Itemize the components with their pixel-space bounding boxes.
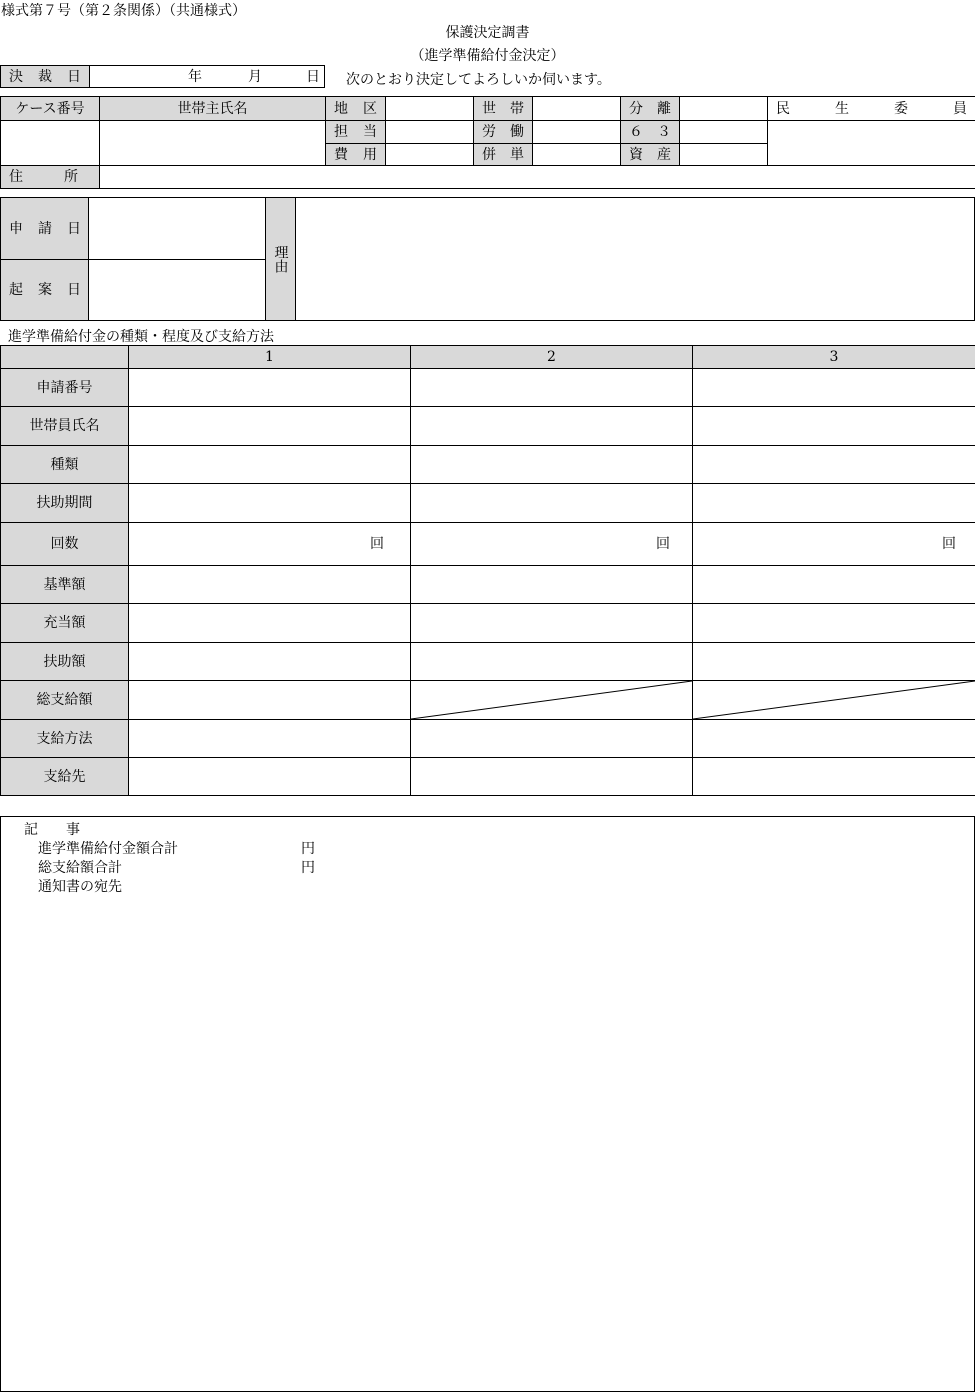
table-row — [1, 566, 975, 604]
apply-date-label: 申 請 日 — [1, 198, 89, 260]
worker-field[interactable] — [386, 121, 474, 144]
combined-field[interactable] — [533, 144, 621, 166]
grant-cell[interactable] — [693, 484, 975, 523]
notes-line-notice-recipient: 通知書の宛先 — [38, 879, 122, 895]
count-unit: 回 — [942, 536, 956, 552]
separation-label: 分 離 — [621, 97, 680, 121]
grant-cell[interactable] — [129, 484, 411, 523]
table-row — [1, 369, 975, 407]
diagonal-strike-line — [411, 681, 692, 719]
row-label-member-name: 世帯員氏名 — [1, 407, 129, 446]
grant-cell[interactable] — [129, 523, 411, 566]
grant-cell[interactable] — [411, 566, 693, 604]
grant-cell[interactable] — [411, 484, 693, 523]
case-header-table — [0, 96, 975, 189]
grant-cell[interactable] — [693, 720, 975, 758]
grant-corner — [1, 346, 129, 369]
case-number-field[interactable] — [1, 121, 100, 166]
grant-cell[interactable] — [693, 407, 975, 446]
grant-col-1: 1 — [129, 346, 411, 369]
grant-section-title: 進学準備給付金の種類・程度及び支給方法 — [8, 329, 274, 345]
notes-heading: 記 事 — [24, 822, 80, 838]
notes-unit-grant-total: 円 — [301, 841, 315, 857]
apply-date-field[interactable] — [89, 198, 266, 260]
assets-label: 資 産 — [621, 144, 680, 166]
grant-cell[interactable] — [411, 643, 693, 681]
household-label: 世 帯 — [474, 97, 533, 121]
address-label: 住 所 — [1, 166, 100, 189]
grant-col-2: 2 — [411, 346, 693, 369]
row-label-standard-amount: 基準額 — [1, 566, 129, 604]
grant-cell[interactable] — [411, 369, 693, 407]
separation-field[interactable] — [680, 97, 768, 121]
grant-cell[interactable] — [693, 523, 975, 566]
grant-cell[interactable] — [411, 604, 693, 643]
draft-date-field[interactable] — [89, 260, 266, 321]
row-label-aid-amount: 扶助額 — [1, 643, 129, 681]
case-number-label: ケース番号 — [1, 97, 100, 121]
grant-cell[interactable] — [693, 643, 975, 681]
notes-line-grant-total: 進学準備給付金額合計 — [38, 841, 178, 857]
household-field[interactable] — [533, 97, 621, 121]
grant-cell[interactable] — [129, 566, 411, 604]
count-unit: 回 — [370, 536, 384, 552]
decision-date-table — [0, 65, 325, 88]
grant-cell[interactable] — [693, 758, 975, 796]
welfare-commissioner-field[interactable] — [768, 121, 975, 166]
table-row — [1, 484, 975, 523]
grant-cell[interactable] — [693, 446, 975, 484]
grant-cell[interactable] — [129, 681, 411, 720]
page-title: 保護決定調書 — [445, 25, 530, 41]
grant-cell[interactable] — [129, 720, 411, 758]
table-row — [1, 643, 975, 681]
grant-cell[interactable] — [693, 566, 975, 604]
row-label-count: 回数 — [1, 523, 129, 566]
code63-label: ６ ３ — [621, 121, 680, 144]
grant-cell[interactable] — [129, 369, 411, 407]
notes-line-payment-total: 総支給額合計 — [38, 860, 122, 876]
grant-table — [0, 345, 975, 796]
labor-field[interactable] — [533, 121, 621, 144]
count-unit: 回 — [656, 536, 670, 552]
diagonal-strike-line — [693, 681, 975, 719]
head-name-field[interactable] — [100, 121, 326, 166]
grant-col-3: 3 — [693, 346, 975, 369]
row-label-total-payment: 総支給額 — [1, 681, 129, 720]
grant-cell[interactable] — [411, 758, 693, 796]
grant-cell[interactable] — [129, 407, 411, 446]
row-label-aid-period: 扶助期間 — [1, 484, 129, 523]
grant-cell[interactable] — [129, 604, 411, 643]
grant-cell[interactable] — [693, 369, 975, 407]
expense-field[interactable] — [386, 144, 474, 166]
table-row — [1, 604, 975, 643]
table-row — [1, 523, 975, 566]
notes-box[interactable] — [0, 816, 975, 1392]
table-row — [1, 758, 975, 796]
draft-date-label: 起 案 日 — [1, 260, 89, 321]
notes-unit-payment-total: 円 — [301, 860, 315, 876]
reason-label: 理由 — [266, 198, 296, 321]
grant-cell[interactable] — [411, 446, 693, 484]
reason-field[interactable] — [296, 198, 975, 321]
welfare-commissioner-label: 民 生 委 員 — [768, 97, 975, 121]
row-label-application-number: 申請番号 — [1, 369, 129, 407]
table-row — [1, 407, 975, 446]
grant-cell[interactable] — [129, 643, 411, 681]
district-field[interactable] — [386, 97, 474, 121]
grant-cell[interactable] — [129, 758, 411, 796]
expense-label: 費 用 — [326, 144, 386, 166]
code63-field[interactable] — [680, 121, 768, 144]
page-subtitle: （進学準備給付金決定） — [410, 48, 565, 64]
decision-statement: 次のとおり決定してよろしいか伺います。 — [346, 72, 611, 88]
table-row — [1, 720, 975, 758]
table-row — [1, 681, 975, 720]
decision-date-label: 決 裁 日 — [1, 66, 90, 88]
row-label-payee: 支給先 — [1, 758, 129, 796]
application-table — [0, 197, 975, 321]
table-row — [1, 446, 975, 484]
grant-cell[interactable] — [411, 407, 693, 446]
assets-field[interactable] — [680, 144, 768, 166]
grant-cell[interactable] — [411, 523, 693, 566]
grant-cell[interactable] — [129, 446, 411, 484]
decision-date-field[interactable]: 年 月 日 — [90, 66, 325, 88]
form-id: 様式第７号（第２条関係）（共通様式） — [1, 3, 246, 19]
row-label-allocated-amount: 充当額 — [1, 604, 129, 643]
worker-label: 担 当 — [326, 121, 386, 144]
grant-cell-struck — [411, 681, 693, 720]
row-label-type: 種類 — [1, 446, 129, 484]
grant-cell[interactable] — [693, 604, 975, 643]
labor-label: 労 働 — [474, 121, 533, 144]
row-label-payment-method: 支給方法 — [1, 720, 129, 758]
address-field[interactable] — [100, 166, 975, 189]
head-name-label: 世帯主氏名 — [100, 97, 326, 121]
combined-label: 併 単 — [474, 144, 533, 166]
district-label: 地 区 — [326, 97, 386, 121]
grant-cell[interactable] — [411, 720, 693, 758]
grant-cell-struck — [693, 681, 975, 720]
